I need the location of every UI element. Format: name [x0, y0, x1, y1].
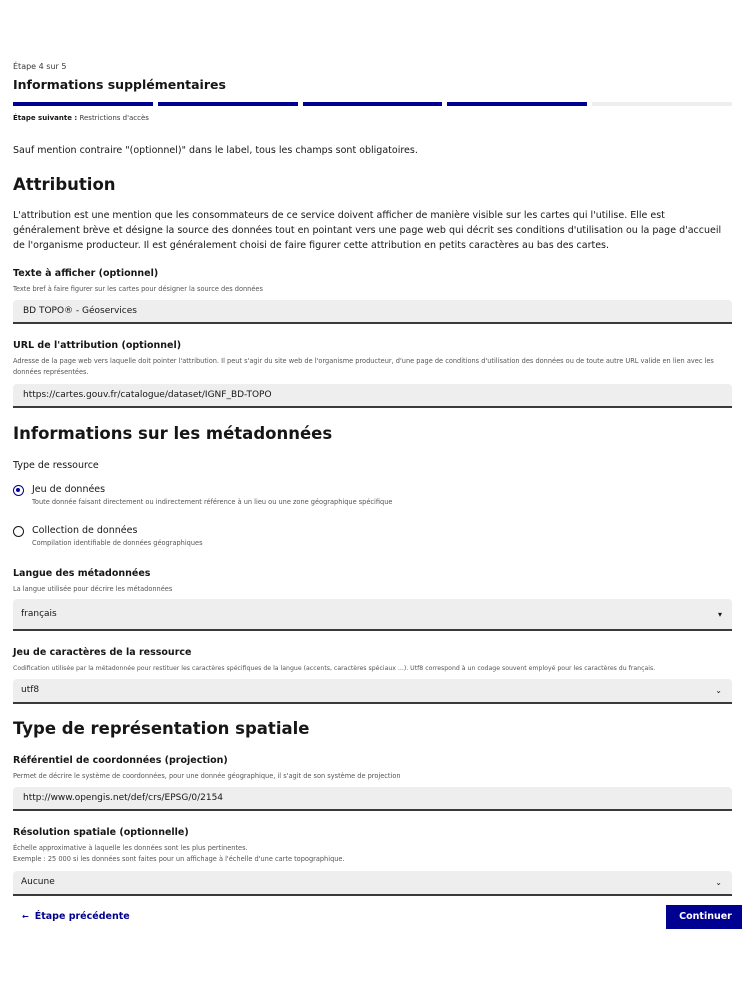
stepper-segment-5 — [592, 102, 732, 106]
attribution-description: L'attribution est une mention que les consommateurs de ce service doivent afficher de manière visible sur les cartes qui l'utilise. Elle est généralement brève et désigne la source des données tout en pointant vers une page web qui décrit ses conditions d'utilisation ou la page d'accueil de l'organisme producteur. Il est généralement choisi de faire figurer cette attribution en petits caractères au bas des cartes. — [13, 210, 722, 251]
language-select[interactable] — [13, 599, 732, 631]
resolution-hint-2: Exemple : 25 000 si les données sont faites pour un affichage à l'échelle d'une carte topographique. — [13, 855, 345, 863]
charset-label: Jeu de caractères de la ressource — [13, 647, 192, 658]
radio-unchecked-icon[interactable] — [13, 526, 24, 537]
radio-hint: Compilation identifiable de données géographiques — [32, 539, 203, 547]
resource-type-label: Type de ressource — [13, 460, 99, 471]
continue-button[interactable]: Continuer — [666, 905, 742, 929]
resolution-label: Résolution spatiale (optionnelle) — [13, 827, 189, 838]
next-step-label: Étape suivante : — [13, 114, 78, 122]
stepper-segment-4 — [447, 102, 587, 106]
radio-hint: Toute donnée faisant directement ou indirectement référence à un lieu ou une zone géographique spécifique — [32, 498, 393, 506]
attribution-text-label: Texte à afficher (optionnel) — [13, 268, 159, 279]
crs-label: Référentiel de coordonnées (projection) — [13, 755, 228, 766]
stepper-segment-3 — [303, 102, 443, 106]
stepper-progress — [13, 102, 732, 106]
attribution-url-hint: Adresse de la page web vers laquelle doit pointer l'attribution. Il peut s'agir du site web de l'organisme producteur, d'une page de conditions d'utilisation des données ou de toute autre URL valide en lien avec les données représentées. — [13, 357, 714, 376]
next-step-value: Restrictions d'accès — [79, 114, 149, 122]
step-count: Étape 4 sur 5 — [13, 62, 67, 71]
step-title: Informations supplémentaires — [13, 77, 226, 92]
charset-select[interactable] — [13, 679, 732, 704]
attribution-url-label: URL de l'attribution (optionnel) — [13, 340, 182, 351]
stepper-segment-1 — [13, 102, 153, 106]
resolution-hint-1: Échelle approximative à laquelle les données sont les plus pertinentes. — [13, 844, 248, 852]
caret-down-icon: ▾ — [717, 610, 722, 619]
language-select-value: français — [21, 609, 57, 619]
resolution-select-value: Aucune — [21, 877, 55, 887]
previous-step-label: Étape précédente — [34, 911, 130, 922]
chevron-down-icon: ⌄ — [715, 686, 722, 695]
attribution-url-input[interactable]: https://cartes.gouv.fr/catalogue/dataset/IGNF_BD-TOPO — [13, 384, 732, 408]
resolution-select[interactable] — [13, 871, 732, 896]
spatial-heading: Type de représentation spatiale — [13, 719, 310, 738]
mandatory-notice: Sauf mention contraire "(optionnel)" dans le label, tous les champs sont obligatoires. — [13, 145, 418, 156]
language-hint: La langue utilisée pour décrire les métadonnées — [13, 585, 173, 593]
charset-hint: Codification utilisée par la métadonnée pour restituer les caractères spécifiques de la langue (accents, caractères spéciaux ...). Utf8 correspond à un codage souvent employé pour les caractères du français. — [13, 665, 656, 672]
charset-select-value: utf8 — [21, 685, 40, 695]
arrow-left-icon: ← — [22, 912, 29, 921]
stepper-segment-2 — [158, 102, 298, 106]
language-label: Langue des métadonnées — [13, 568, 151, 579]
crs-hint: Permet de décrire le système de coordonnées, pour une donnée géographique, il s'agit de son système de projection — [13, 772, 401, 780]
radio-checked-icon[interactable] — [13, 485, 24, 496]
radio-label: Jeu de données — [32, 484, 106, 495]
metadata-heading: Informations sur les métadonnées — [13, 424, 333, 443]
previous-step-link[interactable] — [22, 911, 130, 922]
attribution-text-hint: Texte bref à faire figurer sur les cartes pour désigner la source des données — [13, 285, 263, 293]
crs-input[interactable]: http://www.opengis.net/def/crs/EPSG/0/2154 — [13, 787, 732, 811]
chevron-down-icon: ⌄ — [715, 878, 722, 887]
attribution-text-input[interactable]: BD TOPO® - Géoservices — [13, 300, 732, 324]
next-step — [13, 114, 149, 122]
radio-label: Collection de données — [32, 525, 138, 536]
attribution-heading: Attribution — [13, 175, 116, 194]
